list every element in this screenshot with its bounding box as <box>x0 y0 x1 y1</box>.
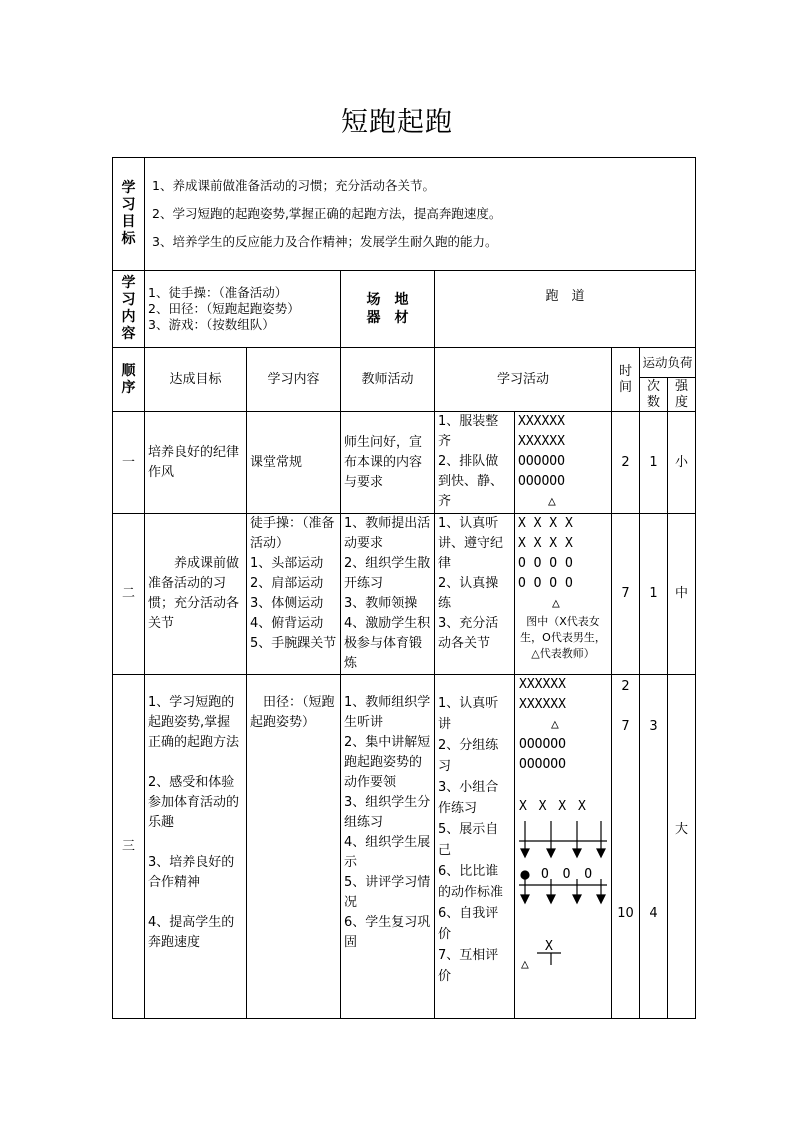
venue-value: 跑 道 <box>435 271 696 348</box>
col-teacher: 教师活动 <box>341 348 435 412</box>
row-order: 二 <box>113 514 145 675</box>
row-target: 培养良好的纪律作风 <box>145 412 247 514</box>
row-order: 一 <box>113 412 145 514</box>
row-content: 徒手操：（准备活动） 1、头部运动 2、肩部运动 3、体侧运动 4、俯背运动 5、手腕踝关节 <box>247 514 341 675</box>
content-item: 3、游戏：（按数组队） <box>148 317 275 332</box>
row-content: 田径：（短跑起跑姿势） <box>247 675 341 1019</box>
content-list <box>145 271 341 348</box>
goal-item: 1、养成课前做准备活动的习惯；充分活动各关节。 <box>152 178 435 193</box>
arrow-diagram <box>515 815 611 965</box>
row-teacher: 1、教师提出活动要求 2、组织学生散开练习 3、教师领操 4、激励学生积极参与体育锻炼 <box>341 514 435 675</box>
row-intensity: 中 <box>668 514 696 675</box>
o-row-label: O O O <box>541 867 593 882</box>
row-target: 养成课前做准备活动的习惯；充分活动各关节 <box>145 514 247 675</box>
venue-label: 场 地 器 材 <box>341 271 435 348</box>
col-times: 次数 <box>640 378 668 412</box>
row-order: 三 <box>113 675 145 1019</box>
table-row <box>113 514 696 675</box>
table-row <box>113 412 696 514</box>
content-row <box>113 271 696 348</box>
row-teacher: 1、教师组织学生听讲 2、集中讲解短跑起跑姿势的动作要领 3、组织学生分组练习 4、组织学生展示 5、讲评学习情况 6、学生复习巩固 <box>341 675 435 1019</box>
row-study: 1、认真听讲 2、分组练习 3、小组合作练习 5、展示自己 6、比比谁的动作标准 6、自我评价 7、互相评价 <box>435 675 515 1019</box>
row-intensity: 小 <box>668 412 696 514</box>
content-item: 2、田径：（短跑起跑姿势） <box>148 301 300 316</box>
col-load: 运动负荷 <box>640 348 696 378</box>
row-times: 1 <box>640 412 668 514</box>
goal-item: 2、学习短跑的起跑姿势,掌握正确的起跑方法，提高奔跑速度。 <box>152 206 502 221</box>
formation-diagram: XXXXXX XXXXXX △ OOOOOO OOOOOO X X X X O O O X △ <box>515 675 612 1019</box>
row-study: 1、认真听讲、遵守纪律 2、认真操练 3、充分活动各关节 <box>435 514 515 675</box>
formation-diagram: X X X X X X X X O O O O O O O O △ 图中（X代表女生，O代表男生，△代表教师） <box>515 514 612 675</box>
goal-item: 3、培养学生的反应能力及合作精神；发展学生耐久跑的能力。 <box>152 234 498 249</box>
col-target: 达成目标 <box>145 348 247 412</box>
page-title: 短跑起跑 <box>341 107 453 138</box>
row-times: 1 <box>640 514 668 675</box>
row-time: 7 <box>612 514 640 675</box>
row-time: 2 7 10 <box>612 675 640 1019</box>
col-time: 时间 <box>612 348 640 412</box>
row-study: 1、服装整齐 2、排队做到快、静、齐 <box>435 412 515 514</box>
col-intensity: 强度 <box>668 378 696 412</box>
x-label: X <box>545 939 553 954</box>
row-teacher: 师生问好，宣布本课的内容与要求 <box>341 412 435 514</box>
goals-label: 学习目标 <box>113 158 145 271</box>
formation-diagram: XXXXXX XXXXXX OOOOOO OOOOOO △ <box>515 412 612 514</box>
goals-list <box>145 158 696 271</box>
content-item: 1、徒手操：（准备活动） <box>148 285 288 300</box>
column-header-row <box>113 348 696 378</box>
formation-legend: 图中（X代表女生，O代表男生，△代表教师） <box>520 615 606 660</box>
col-study: 学习活动 <box>435 348 612 412</box>
row-time: 2 <box>612 412 640 514</box>
goals-row <box>113 158 696 271</box>
lesson-table <box>112 157 696 1019</box>
col-content: 学习内容 <box>247 348 341 412</box>
row-times: 3 4 <box>640 675 668 1019</box>
row-content: 课堂常规 <box>247 412 341 514</box>
teacher-triangle: △ <box>521 957 529 972</box>
row-target: 1、学习短跑的起跑姿势,掌握正确的起跑方法 2、感受和体验参加体育活动的乐趣 3、培养良好的合作精神 4、提高学生的奔跑速度 <box>145 675 247 1019</box>
content-label: 学习内容 <box>113 271 145 348</box>
table-row <box>113 675 696 1019</box>
col-order: 顺序 <box>113 348 145 412</box>
row-intensity: 大 <box>668 675 696 1019</box>
